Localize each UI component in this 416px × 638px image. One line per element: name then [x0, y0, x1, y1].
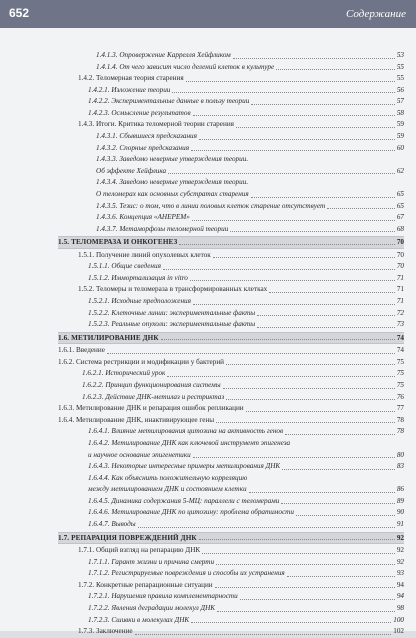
toc-entry-title: 1.7. РЕПАРАЦИЯ ПОВРЕЖДЕНИЙ ДНК: [58, 533, 197, 542]
toc-entry-title: 1.4.2.1. Изложение теории: [88, 85, 171, 94]
dot-leader: [296, 514, 395, 516]
toc-entry-title: 1.6.4.4. Как объяснить положительную корреляцию: [88, 473, 248, 482]
running-section-title: Содержание: [345, 8, 406, 20]
toc-entry[interactable]: [58, 296, 404, 308]
toc-entry-title: 1.5.1.1. Общие сведения: [88, 262, 161, 271]
toc-entry-page: 60: [396, 143, 404, 152]
dot-leader: [163, 268, 395, 270]
dot-leader: [249, 491, 395, 493]
toc-entry-title: 1.5.2.1. Исходные предположения: [88, 297, 191, 306]
dot-leader: [191, 621, 391, 623]
toc-entry[interactable]: [58, 545, 404, 557]
toc-entry-page: 78: [396, 415, 404, 424]
toc-entry-page: 92: [396, 546, 404, 555]
toc-entry-page: 73: [396, 320, 404, 329]
toc-entry-title: 1.6.4.7. Выводы: [88, 519, 136, 528]
toc-entry[interactable]: [58, 557, 404, 569]
toc-entry-title: 1.5.1. Получение линий опухолевых клеток: [78, 250, 211, 259]
toc-entry-page: 72: [396, 308, 404, 317]
dot-leader: [269, 291, 395, 293]
dot-leader: [135, 633, 392, 635]
toc-entry-title: 1.4.1.3. Опровержение Каррелля Хейфликом: [96, 51, 231, 59]
toc-entry[interactable]: [58, 250, 404, 262]
toc-entry-page: 94: [396, 580, 404, 589]
dot-leader: [167, 375, 394, 377]
toc-entry-title: 1.6.4. Метилирование ДНК, инактивирующее гены: [58, 415, 215, 424]
dot-leader: [226, 398, 395, 400]
toc-entry[interactable]: [58, 319, 404, 331]
dot-leader: [281, 502, 394, 504]
toc-entry-page: 67: [396, 213, 404, 222]
dot-leader: [226, 363, 395, 365]
toc-entry-title: 1.6.2.3. Действие ДНК-метилаз и рестриктаз: [82, 392, 225, 401]
toc-entry[interactable]: [58, 224, 404, 236]
toc-entry-title: 1.4.1.4. От чего зависит число делений клеток в культуре: [96, 62, 275, 71]
dot-leader: [276, 68, 395, 70]
toc-entry-page: 70: [396, 262, 404, 271]
toc-entry[interactable]: [58, 308, 404, 320]
dot-leader: [251, 196, 395, 198]
toc-entry-title: 1.5.2.2. Клеточные линии: экспериментальные факты: [88, 308, 256, 317]
toc-entry[interactable]: [58, 357, 404, 369]
toc-entry[interactable]: [58, 580, 404, 592]
toc-entry[interactable]: [58, 96, 404, 108]
toc-entry-title: 1.6. МЕТИЛИРОВАНИЕ ДНК: [58, 333, 159, 342]
toc-entry-title: 1.6.1. Введение: [58, 346, 105, 355]
toc-entry-title: О теломерах как основных субстратах старения: [96, 189, 249, 198]
toc-entry[interactable]: [58, 131, 404, 143]
dot-leader: [246, 410, 395, 412]
toc-entry-title: 1.7.2.2. Явления деградации молекул ДНК: [88, 603, 216, 612]
toc-entry-title: 1.4.3. Итоги. Критика теломерной теории старения: [78, 120, 234, 129]
toc-entry-page: 55: [396, 74, 404, 83]
toc-entry-page: 53: [396, 51, 404, 59]
toc-section-heading[interactable]: [58, 236, 404, 249]
toc-entry-title: 1.4.3.2. Спорные предсказания: [96, 143, 190, 152]
toc-entry-page: 57: [396, 97, 404, 106]
toc-entry[interactable]: [58, 143, 404, 155]
toc-entry-page: 59: [396, 120, 404, 129]
toc-entry-title: 1.5. ТЕЛОМЕРАЗА И ОНКОГЕНЕЗ: [58, 238, 178, 247]
toc-entry-page: 70: [396, 238, 404, 247]
toc-entry[interactable]: [58, 85, 404, 97]
toc-entry[interactable]: [58, 108, 404, 120]
toc-entry-title: 1.4.3.6. Концепция «АНЕРЕМ»: [96, 213, 190, 222]
toc-entry-title: 1.6.4.5. Динамика содержания 5-МЦ: параллели с теломерами: [88, 496, 280, 505]
toc-entry-page: 55: [396, 62, 404, 71]
toc-entry-page: 90: [396, 508, 404, 517]
toc-entry-title: 1.6.4.3. Некоторые интересные примеры метилирования ДНК: [88, 462, 281, 471]
toc-entry[interactable]: [58, 426, 404, 438]
dot-leader: [251, 103, 395, 105]
dot-leader: [217, 610, 395, 612]
page-header: [0, 0, 416, 28]
toc-entry-title: 1.4.3.4. Заведомо неверные утверждения теории.: [96, 178, 249, 187]
toc-entry-page: 75: [396, 357, 404, 366]
toc-entry-page: 56: [396, 85, 404, 94]
dot-leader: [172, 91, 394, 93]
toc-entry-title: 1.4.2.2. Экспериментальные данные в пользу теории: [88, 97, 250, 106]
toc-entry-title: 1.5.2. Теломеры и теломераза в трансформированных клетках: [78, 285, 268, 294]
dot-leader: [202, 552, 395, 554]
toc-entry-page: 78: [396, 427, 404, 436]
toc-entry[interactable]: [58, 473, 404, 485]
toc-entry[interactable]: [58, 507, 404, 519]
toc-entry-page: 83: [396, 462, 404, 471]
toc-entry[interactable]: [58, 368, 404, 380]
dot-leader: [199, 138, 395, 140]
toc-entry[interactable]: [58, 496, 404, 508]
toc-entry[interactable]: [58, 519, 404, 531]
dot-leader: [285, 433, 395, 435]
toc-entry[interactable]: [58, 438, 404, 450]
toc-entry[interactable]: [58, 73, 404, 85]
toc-entry[interactable]: [58, 212, 404, 224]
dot-leader: [257, 314, 395, 316]
toc-entry[interactable]: [58, 345, 404, 357]
toc-entry-title: 1.6.4.1. Влияние метилирования цитозина на активность генов: [88, 427, 284, 436]
toc-entry-title: 1.4.3.5. Тезис: о том, что в линии половых клеток старение отсутствует: [96, 201, 326, 210]
toc-entry-page: 75: [396, 381, 404, 390]
toc-entry-title: 1.5.1.2. Иммортализация in vitro: [88, 273, 188, 282]
dot-leader: [282, 468, 395, 470]
toc-entry-page: 92: [396, 533, 404, 542]
toc-entry-page: 86: [396, 485, 404, 494]
toc-section-heading[interactable]: [58, 332, 404, 345]
toc-entry-page: 91: [396, 519, 404, 528]
toc-entry[interactable]: [58, 201, 404, 213]
toc-entry-title: 1.7.3. Заключение: [78, 627, 133, 636]
toc-entry-title: 1.7.2.3. Сшивки в молекулах ДНК: [88, 615, 190, 624]
dot-leader: [216, 563, 395, 565]
toc-entry[interactable]: [58, 626, 404, 638]
toc-entry[interactable]: [58, 119, 404, 131]
dot-leader: [240, 598, 395, 600]
toc-entry-title: 1.5.2.3. Реальные опухоли: экспериментальные факты: [88, 320, 256, 329]
toc-entry-page: 75: [396, 369, 404, 378]
dot-leader: [168, 172, 395, 174]
toc-entry-page: 77: [396, 404, 404, 413]
dot-leader: [213, 256, 395, 258]
toc-entry-title: 1.7.1.2. Регистрируемые повреждения и способы их устранения: [88, 569, 285, 578]
toc-entry-title: 1.7.2.1. Нарушения правила комплементарности: [88, 592, 238, 601]
toc-entry-title: 1.4.2.3. Осмысление результатов: [88, 108, 191, 117]
dot-leader: [179, 243, 394, 245]
dot-leader: [216, 421, 395, 423]
dot-leader: [193, 456, 395, 458]
toc-entry-page: 76: [396, 392, 404, 401]
toc-entry[interactable]: [58, 62, 404, 74]
toc-entry-title: 1.6.2. Система рестрикции и модификации у бактерий: [58, 357, 225, 366]
toc-entry-page: 65: [396, 189, 404, 198]
toc-entry-page: 70: [396, 250, 404, 259]
toc-entry-title: 1.7.2. Конкретные репарационные ситуации: [78, 580, 213, 589]
toc-entry-title: 1.6.3. Метилирование ДНК и репарация ошибок репликации: [58, 404, 244, 413]
toc-entry-page: 68: [396, 224, 404, 233]
toc-entry[interactable]: [58, 568, 404, 580]
toc-entry-page: 71: [396, 297, 404, 306]
toc-entry-title: 1.6.2.1. Исторический урок: [82, 369, 166, 378]
dot-leader: [230, 230, 395, 232]
dot-leader: [287, 575, 395, 577]
toc-entry[interactable]: [58, 154, 404, 166]
dot-leader: [199, 538, 395, 540]
toc-entry-page: 71: [396, 273, 404, 282]
page-number: 652: [9, 6, 30, 20]
toc-entry-page: 62: [396, 166, 404, 175]
toc-entry[interactable]: [58, 450, 404, 462]
toc-entry-page: 59: [396, 132, 404, 141]
dot-leader: [233, 57, 395, 59]
toc-entry-title: 1.6.4.6. Метилирование ДНК по цитозину: проблема обратимости: [88, 508, 294, 517]
dot-leader: [192, 219, 395, 221]
dot-leader: [236, 126, 395, 128]
toc-entry-page: 80: [396, 450, 404, 459]
toc-entry-title: 1.7.1.1. Гарант жизни и причина смерти: [88, 557, 215, 566]
dot-leader: [257, 326, 395, 328]
dot-leader: [107, 352, 395, 354]
toc-entry-page: 98: [396, 603, 404, 612]
toc-entry[interactable]: [58, 603, 404, 615]
toc-entry-page: 58: [396, 108, 404, 117]
table-of-contents: [58, 50, 404, 638]
toc-entry[interactable]: [58, 403, 404, 415]
toc-entry-title: 1.4.2. Теломерная теория старения: [78, 74, 184, 83]
toc-entry[interactable]: [58, 284, 404, 296]
dot-leader: [223, 387, 395, 389]
dot-leader: [186, 80, 395, 82]
dot-leader: [138, 526, 395, 528]
toc-entry-title: 1.7.1. Общий взгляд на репарацию ДНК: [78, 546, 201, 555]
toc-entry-title: и научное основание эпигенетики: [88, 450, 191, 459]
toc-entry-title: 1.4.3.3. Заведомо неверные утверждения теории.: [96, 155, 249, 164]
toc-entry-page: 74: [396, 346, 404, 355]
toc-entry[interactable]: [58, 177, 404, 189]
toc-entry[interactable]: [58, 591, 404, 603]
toc-entry-title: 1.6.4.2. Метилирование ДНК как ключевой инструмент эпигенеза: [88, 438, 291, 447]
toc-entry[interactable]: [58, 166, 404, 178]
toc-entry-page: 92: [396, 557, 404, 566]
dot-leader: [161, 338, 395, 340]
toc-entry[interactable]: [58, 461, 404, 473]
toc-entry[interactable]: [58, 50, 404, 62]
dot-leader: [215, 586, 395, 588]
toc-entry-page: 74: [396, 333, 404, 342]
toc-entry-page: 65: [396, 201, 404, 210]
toc-entry-page: 94: [396, 592, 404, 601]
toc-entry-title: 1.4.3.1. Сбывшиеся предсказания: [96, 132, 197, 141]
dot-leader: [193, 303, 395, 305]
toc-entry-page: 100: [393, 615, 404, 624]
toc-entry[interactable]: [58, 415, 404, 427]
toc-section-heading[interactable]: [58, 532, 404, 545]
toc-entry-page: 93: [396, 569, 404, 578]
toc-entry-page: 71: [396, 285, 404, 294]
dot-leader: [327, 207, 395, 209]
toc-entry[interactable]: [58, 273, 404, 285]
toc-entry-title: 1.6.2.2. Принцип функционирования системы: [82, 381, 221, 390]
toc-entry-title: между метилированием ДНК и состоянием клетки: [88, 485, 247, 494]
dot-leader: [193, 114, 395, 116]
toc-entry-page: 89: [396, 496, 404, 505]
toc-entry[interactable]: [58, 615, 404, 627]
toc-entry-page: 102: [393, 627, 404, 636]
dot-leader: [190, 279, 395, 281]
dot-leader: [191, 149, 395, 151]
toc-entry[interactable]: [58, 189, 404, 201]
toc-entry[interactable]: [58, 484, 404, 496]
toc-entry[interactable]: [58, 392, 404, 404]
toc-entry-title: Об эффекте Хейфлика: [96, 166, 167, 175]
toc-entry[interactable]: [58, 380, 404, 392]
toc-entry[interactable]: [58, 261, 404, 273]
toc-entry-title: 1.4.3.7. Метаморфозы теломерной теории: [96, 224, 229, 233]
